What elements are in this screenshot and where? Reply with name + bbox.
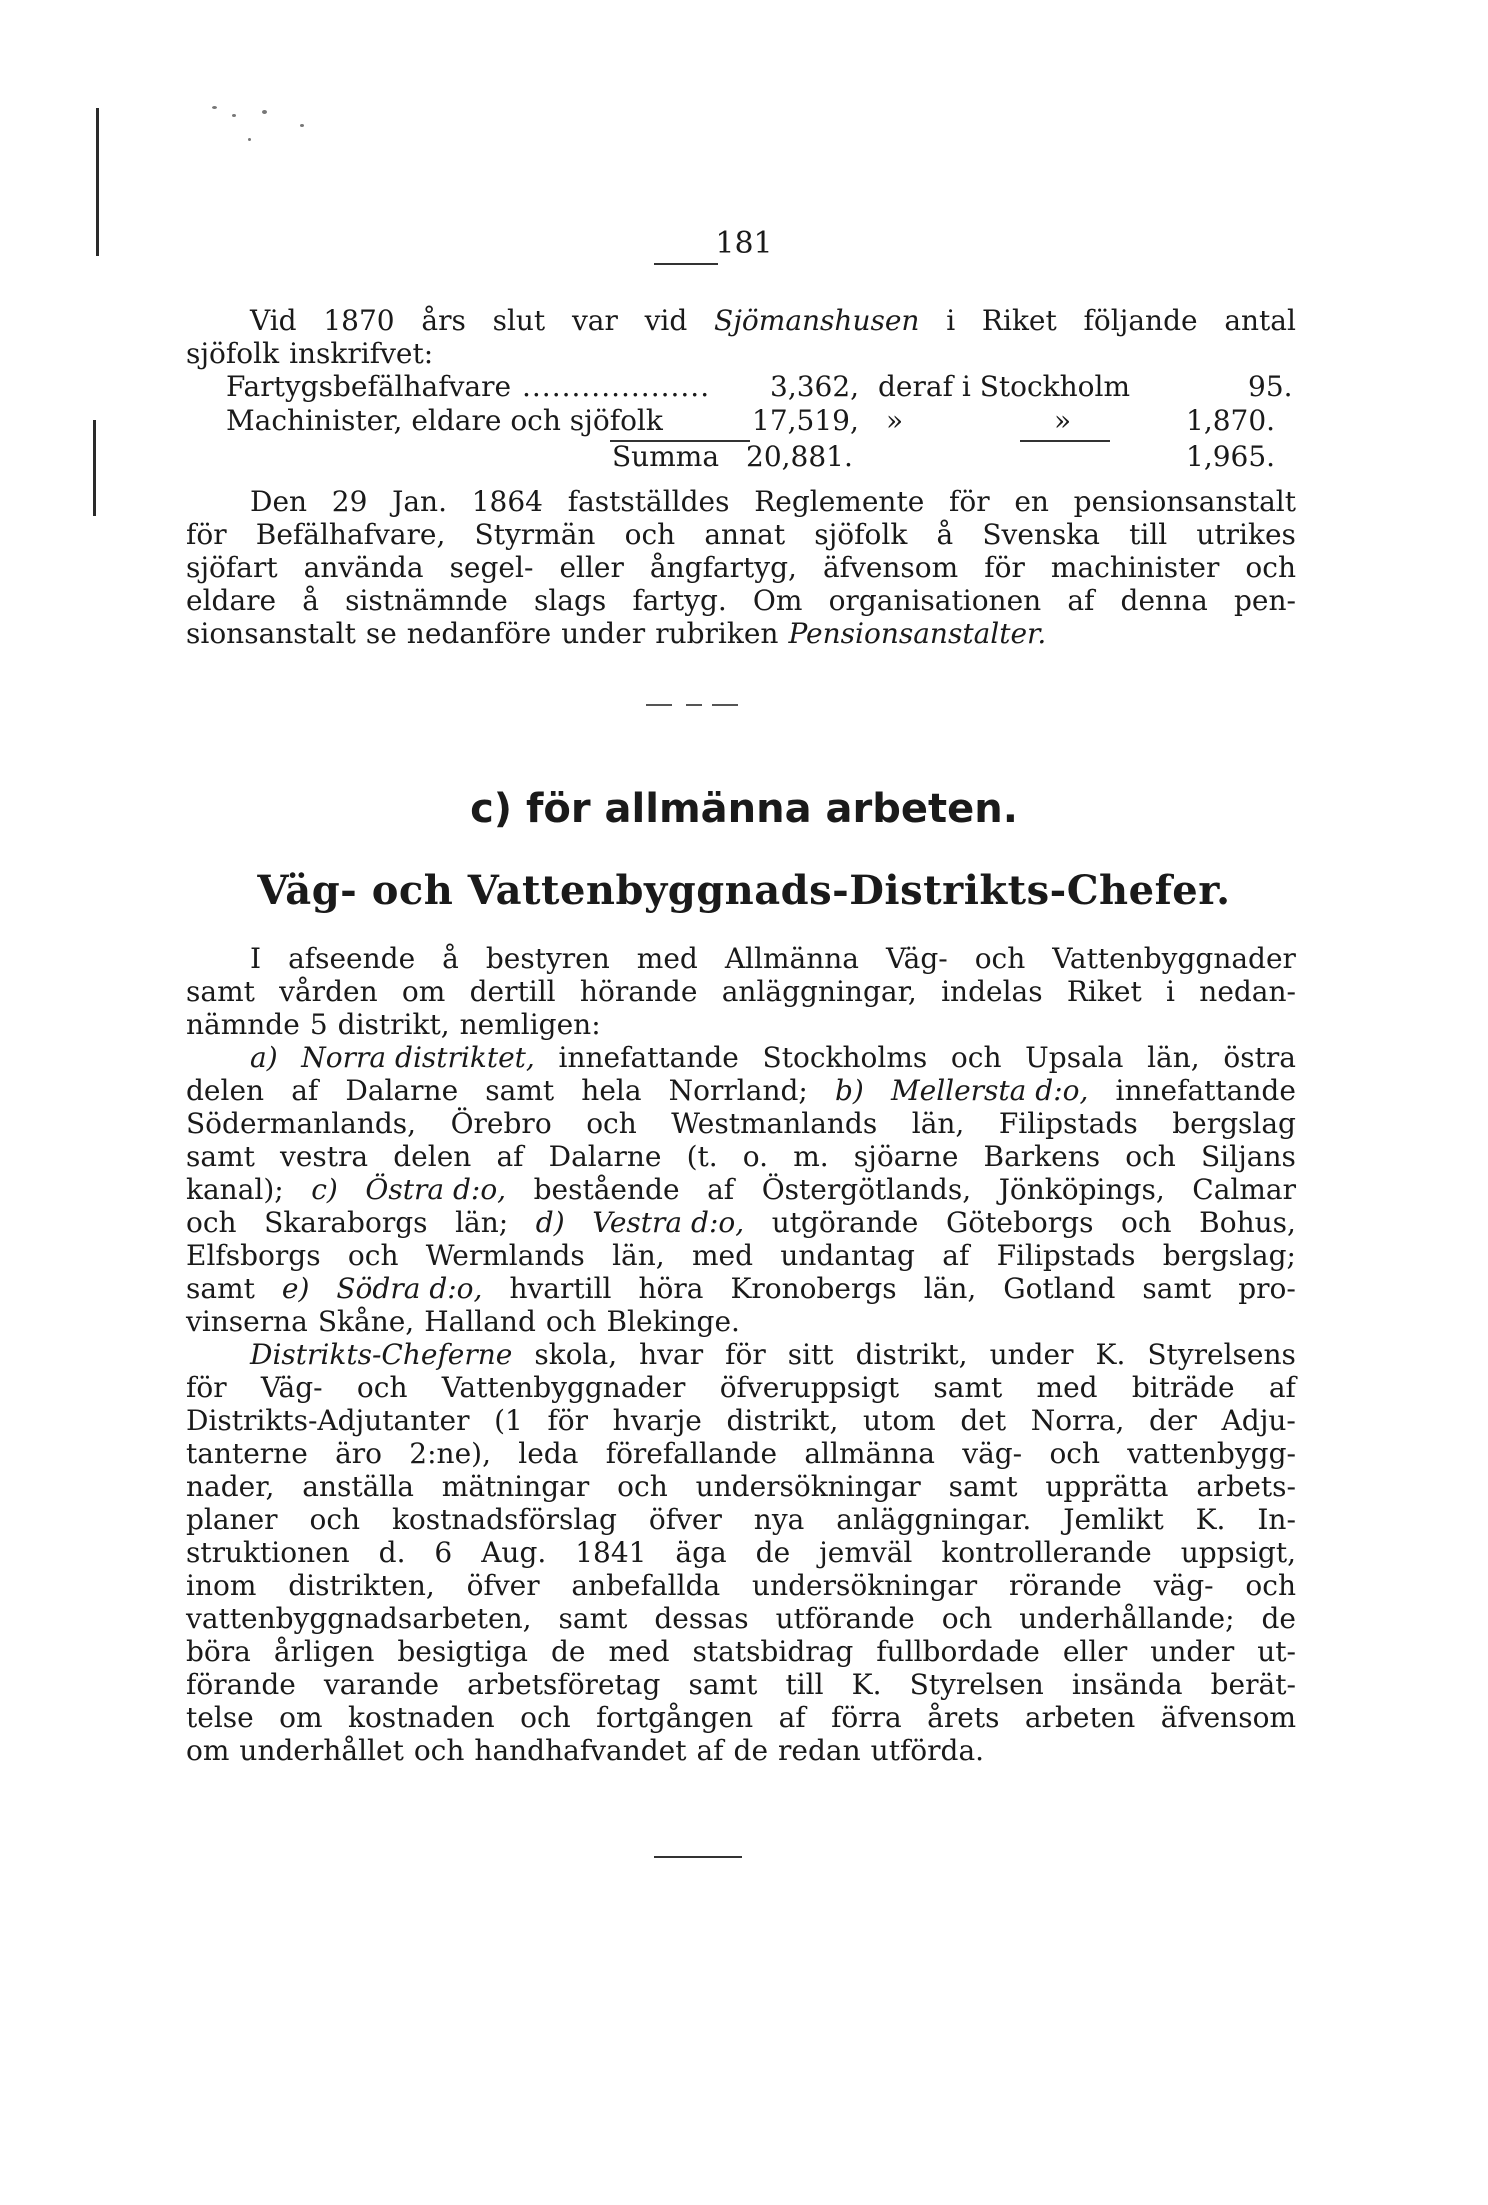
text-line: förande varande arbetsföretag samt till K. Styrelsen insända berät- — [186, 1668, 1296, 1701]
text-line: för Väg- och Vattenbyggnader öfveruppsigt samt med biträde af — [186, 1371, 1296, 1404]
text-line: Distrikts-Cheferne skola, hvar för sitt distrikt, under K. Styrelsens — [250, 1338, 1296, 1371]
intro-paragraph — [186, 304, 1296, 370]
scan-speck — [212, 106, 217, 109]
text-line: delen af Dalarne samt hela Norrland; b) Mellersta d:o, innefattande — [186, 1074, 1296, 1107]
text-line: eldare å sistnämnde slags fartyg. Om organisationen af denna pen- — [186, 584, 1296, 617]
text-line: samt vården om dertill hörande anläggningar, indelas Riket i nedan- — [186, 975, 1296, 1008]
text-line: a) Norra distriktet, innefattande Stockholms och Upsala län, östra — [250, 1041, 1296, 1074]
text-line: sionsanstalt se nedanföre under rubriken Pensionsanstalter. — [186, 617, 1047, 650]
districts-list-paragraph — [186, 1041, 1296, 1338]
text-line: samt e) Södra d:o, hvartill höra Kronobergs län, Gotland samt pro- — [186, 1272, 1296, 1305]
scan-speck — [232, 114, 236, 117]
register-sum-row: Summa 20,881. 1,965. — [612, 440, 1276, 473]
text-line: sjöfolk inskrifvet: — [186, 337, 434, 370]
text-line: Vid 1870 års slut var vid Sjömanshusen i Riket följande antal — [250, 304, 1296, 337]
section-title: Väg- och Vattenbyggnads-Distrikts-Chefer. — [257, 867, 1231, 914]
text-line: vattenbyggnadsarbeten, samt dessas utförande och underhållande; de — [186, 1602, 1296, 1635]
text-line: Södermanlands, Örebro och Westmanlands län, Filipstads bergslag — [186, 1107, 1296, 1140]
text-line: struktionen d. 6 Aug. 1841 äga de jemväl kontrollerande uppsigt, — [186, 1536, 1296, 1569]
register-row: Machinister, eldare och sjöfolk 17,519, » » 1,870. — [226, 404, 1276, 437]
text-line: nämnde 5 distrikt, nemligen: — [186, 1008, 601, 1041]
text-line: Den 29 Jan. 1864 fastställdes Reglemente för en pensionsanstalt — [250, 485, 1296, 518]
section-subtitle: c) för allmänna arbeten. — [470, 786, 1018, 832]
text-line: samt vestra delen af Dalarne (t. o. m. sjöarne Barkens och Siljans — [186, 1140, 1296, 1173]
separator-dash — [686, 704, 702, 706]
text-line: inom distrikten, öfver anbefallda undersökningar rörande väg- och — [186, 1569, 1296, 1602]
separator-dash — [646, 704, 672, 706]
text-line: Distrikts-Adjutanter (1 för hvarje distrikt, utom det Norra, der Adju- — [186, 1404, 1296, 1437]
scan-speck — [300, 124, 304, 127]
text-line: vinserna Skåne, Halland och Blekinge. — [186, 1305, 740, 1338]
text-line: planer och kostnadsförslag öfver nya anläggningar. Jemlikt K. In- — [186, 1503, 1296, 1536]
text-line: tanterne äro 2:ne), leda förefallande allmänna väg- och vattenbygg- — [186, 1437, 1296, 1470]
text-line: nader, anställa mätningar och undersökningar samt upprätta arbets- — [186, 1470, 1296, 1503]
separator-dash — [712, 704, 738, 706]
page-number: 181 — [715, 226, 773, 261]
scan-speck — [248, 138, 251, 141]
text-line: om underhållet och handhafvandet af de redan utförda. — [186, 1734, 985, 1767]
end-rule — [654, 1856, 742, 1858]
register-row: Fartygsbefälhafvare ................... 3,362, deraf i Stockholm 95. — [226, 370, 1293, 403]
text-line: Elfsborgs och Wermlands län, med undantag af Filipstads bergslag; — [186, 1239, 1296, 1272]
district-chiefs-paragraph — [186, 1338, 1296, 1767]
text-line: böra årligen besigtiga de med statsbidrag fullbordade eller under ut- — [186, 1635, 1296, 1668]
pension-paragraph — [186, 485, 1296, 650]
text-line: och Skaraborgs län; d) Vestra d:o, utgörande Göteborgs och Bohus, — [186, 1206, 1296, 1239]
districts-intro-paragraph — [186, 942, 1296, 1041]
page-number-rule — [654, 263, 718, 265]
text-line: I afseende å bestyren med Allmänna Väg- och Vattenbyggnader — [250, 942, 1296, 975]
scan-speck — [262, 110, 267, 114]
text-line: för Befälhafvare, Styrmän och annat sjöfolk å Svenska till utrikes — [186, 518, 1296, 551]
scan-edge-mark — [93, 420, 96, 516]
text-line: telse om kostnaden och fortgången af förra årets arbeten äfvensom — [186, 1701, 1296, 1734]
text-line: kanal); c) Östra d:o, bestående af Östergötlands, Jönköpings, Calmar — [186, 1173, 1296, 1206]
text-line: sjöfart använda segel- eller ångfartyg, äfvensom för machinister och — [186, 551, 1296, 584]
